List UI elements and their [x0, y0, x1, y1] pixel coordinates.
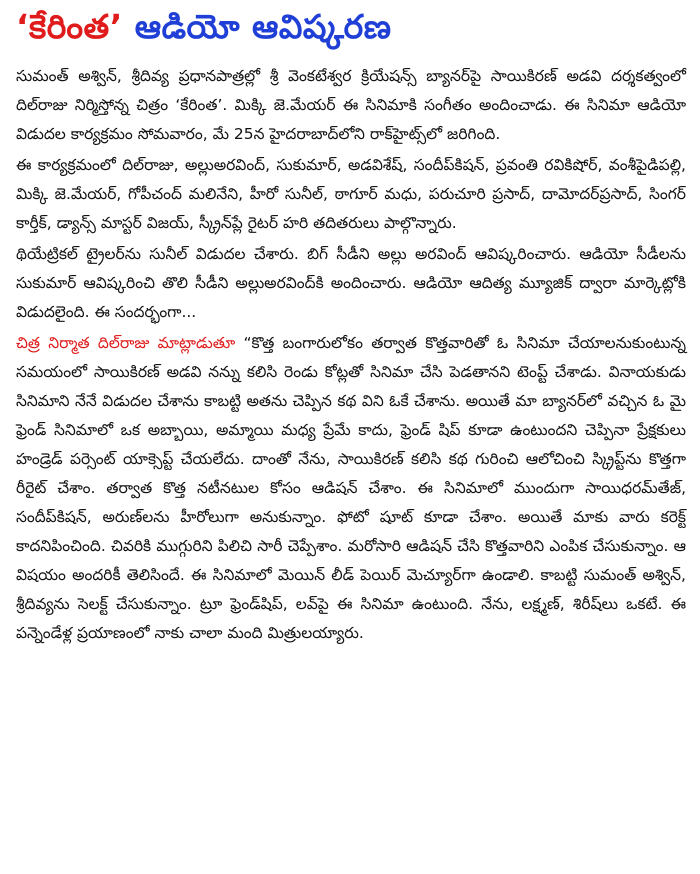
article-headline	[16, 6, 686, 48]
quote-speaker: చిత్ర నిర్మాత దిల్‌రాజు మాట్లాడుతూ	[16, 334, 236, 352]
paragraph-intro: సుమంత్ అశ్విన్, శ్రీదివ్య ప్రధానపాత్రల్లో శ్రీ వెంకటేశ్వర క్రియేషన్స్ బ్యానర్‌పై సాయికిరణ్ అడవి దర్శకత్వంలో దిల్‌రాజు నిర్మిస్తోన్న చిత్రం ‘కేరింత’. మిక్కి జె.మేయర్ ఈ సినిమాకి సంగీతం అందించాడు. ఈ సినిమా ఆడియో విడుదల కార్యక్రమం సోమవారం, మే 25న హైదరాబాద్‌లోని రాక్‌హైట్స్‌లో జరిగింది.	[16, 67, 686, 143]
paragraph-quote	[16, 329, 686, 648]
quote-text: “కొత్త బంగారులోకం తర్వాత కొత్తవారితో ఓ సినిమా చేయాలనుకుంటున్న సమయంలో సాయికిరణ్ అడవి నన్ను కలిసి రెండు కోట్లతో సినిమా చేసి పెడతానని టెంప్ట్ చేశాడు. వినాయకుడు సినిమాని నేనే విడుదల చేశాను కాబట్టి అతను చెప్పిన కథ విని ఓకే చేశాను. అయితే మా బ్యానర్‌లో వచ్చిన ఓ మై ఫ్రెండ్ సినిమాలో ఒక అబ్బాయి, అమ్మాయి మధ్య ప్రేమే కాదు, ఫ్రెండ్ షిప్ కూడా ఉంటుందని చెప్పినా ప్రేక్షకులు హండ్రెడ్ పర్సెంట్ యాక్సెప్ట్ చేయలేదు. దాంతో నేను, సాయికిరణ్ కలిసి కథ గురించి ఆలోచించి స్క్రిప్ట్‌ను కొత్తగా రీరైట్ చేశాం. తర్వాత కొత్త నటీనటుల కోసం ఆడిషన్ చేశాం. ఈ సినిమాలో ముందుగా సాయిధరమ్‌తేజ్, సందీప్‌కిషన్, అరుణ్‌లను హీరోలుగా అనుకున్నాం. ఫోటో షూట్ కూడా చేశాం. అయితే మాకు వారు కరెక్ట్ కాదనిపించింది. చివరికి ముగ్గురిని పిలిచి సారీ చెప్పేశాం. మరోసారి ఆడిషన్ చేసి కొత్తవారిని ఎంపిక చేసుకున్నాం. ఆ విషయం అందరికీ తెలిసిందే. ఈ సినిమాలో మెయిన్ లీడ్ పెయిర్ మెచ్యూర్‌గా ఉండాలి. కాబట్టి సుమంత్ అశ్విన్, శ్రీదివ్యను సెలక్ట్ చేసుకున్నాం. ట్రూ ఫ్రెండ్‌షిప్, లవ్‌పై ఈ సినిమా ఉంటుంది. నేను, లక్ష్మణ్, శిరీష్‌లు ఒకటే. ఈ పన్నెండేళ్ల ప్రయాణంలో నాకు చాలా మంది మిత్రులయ్యారు.	[16, 334, 687, 642]
paragraph-launch: థియేట్రికల్ ట్రైలర్‌ను సునీల్ విడుదల చేశారు. బిగ్ సీడీని అల్లు అరవింద్ ఆవిష్కరించారు. ఆడియో సీడీలను సుకుమార్ ఆవిష్కరించి తొలి సీడీని అల్లుఅరవింద్‌కి అందించారు. ఆడియో ఆదిత్య మ్యూజిక్ ద్వారా మార్కెట్లోకి విడుదలైంది. ఈ సందర్భంగా...	[16, 245, 686, 321]
paragraph-attendees: ఈ కార్యక్రమంలో దిల్‌రాజు, అల్లుఅరవింద్, సుకుమార్, అడవిశేష్, సందీప్‌కిషన్, ప్రవంతి రవికిషోర్, వంశీపైడిపల్లి, మిక్కి జె.మేయర్, గోపీచంద్ మలినేని, హీరో సునీల్, ఠాగూర్ మధు, పరుచూరి ప్రసాద్, దామోదర్‌ప్రసాద్, సింగర్ కార్తీక్, డ్యాన్స్ మాస్టర్ విజయ్, స్క్రీన్‌ప్లే రైటర్ హరి తదితరులు పాల్గొన్నారు.	[16, 156, 686, 232]
article-body	[16, 62, 686, 648]
headline-movie-title: ‘కేరింత’	[16, 7, 123, 46]
headline-rest: ఆడియో ఆవిష్కరణ	[122, 7, 392, 46]
